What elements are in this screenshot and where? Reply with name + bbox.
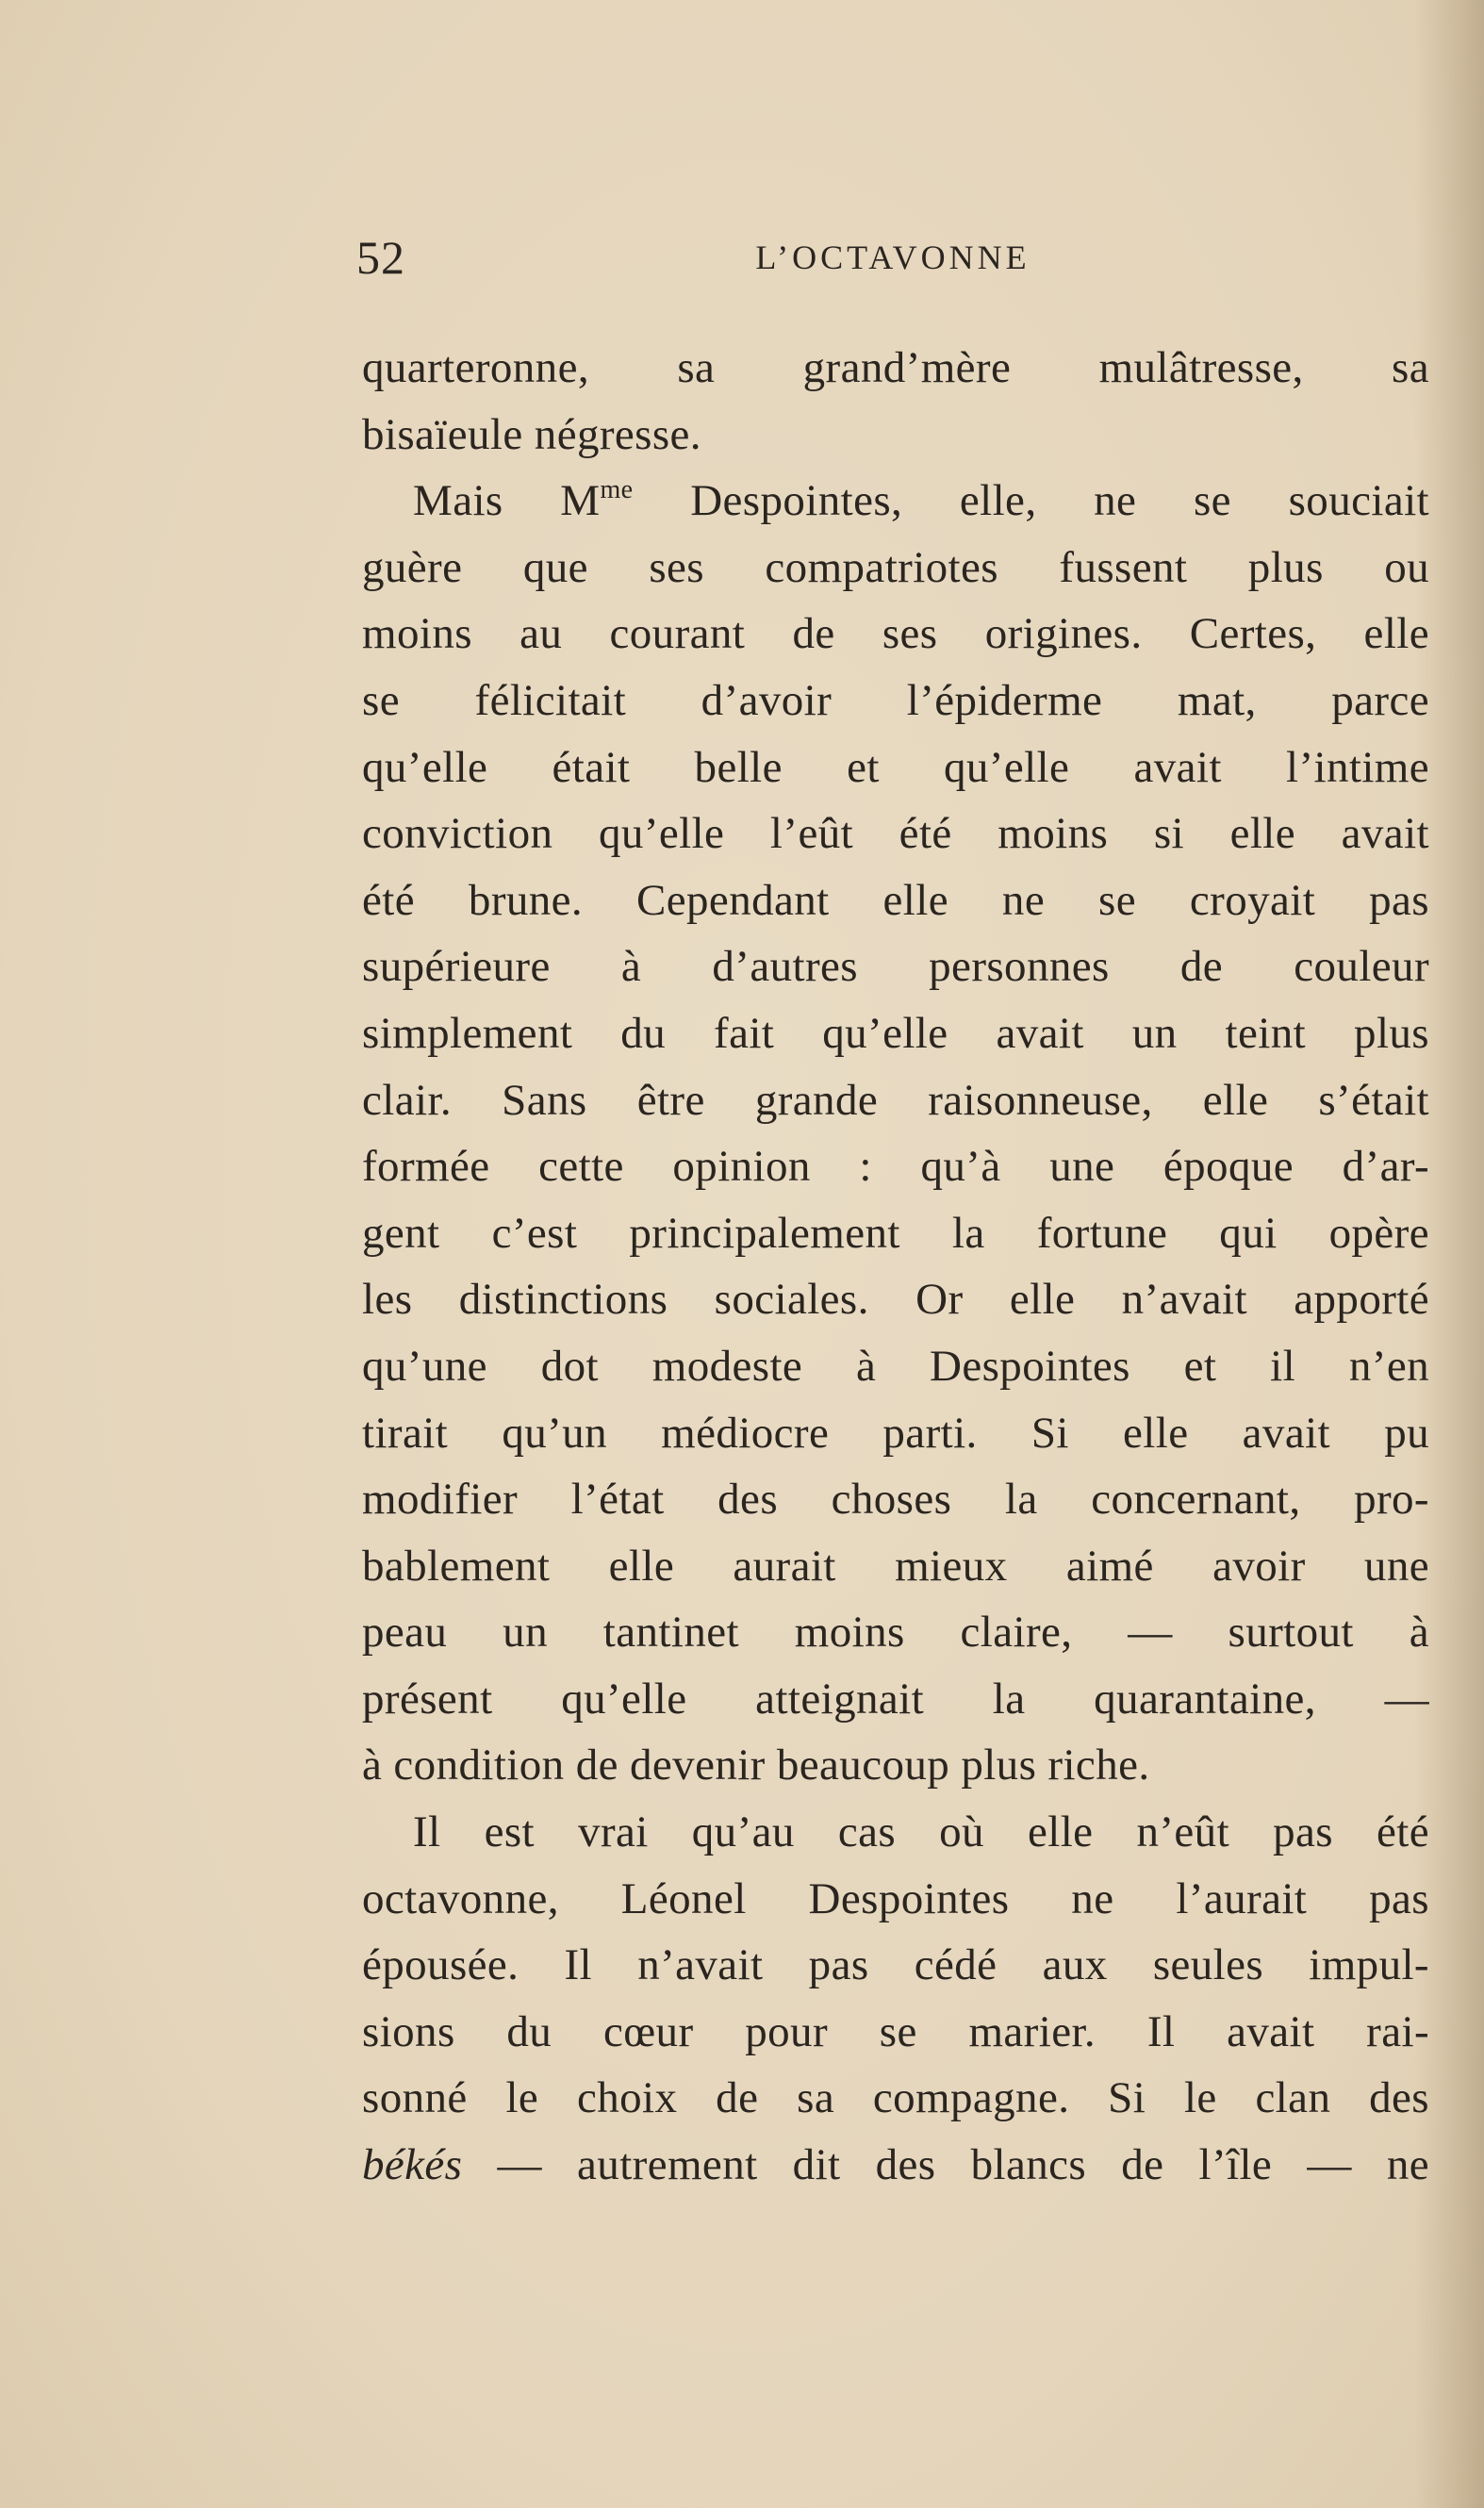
text-line: épousée. Il n’avait pas cédé aux seules impul- [362,1940,1429,1990]
text-line: été brune. Cependant elle ne se croyait pas [362,875,1429,925]
running-head [356,224,1429,290]
running-title: L’OCTAVONNE [755,239,1031,276]
text-line: Il est vrai qu’au cas où elle n’eût pas été [413,1807,1429,1857]
text-line: clair. Sans être grande raisonneuse, elle s’était [362,1075,1429,1125]
text-line: se félicitait d’avoir l’épiderme mat, parce [362,675,1429,725]
text-line: moins au courant de ses origines. Certes, elle [362,609,1429,659]
text-line: sions du cœur pour se marier. Il avait rai- [362,2006,1429,2056]
text-line: sonné le choix de sa compagne. Si le clan des [362,2073,1429,2123]
text-line: guère que ses compatriotes fussent plus ou [362,542,1429,592]
italic-term: békés [362,2140,463,2190]
text-line: formée cette opinion : qu’à une époque d’ar- [362,1142,1429,1192]
body-text [362,335,1429,2199]
text-line: tirait qu’un médiocre parti. Si elle avait pu [362,1408,1429,1458]
text-line: simplement du fait qu’elle avait un teint plus [362,1008,1429,1058]
text-line: bisaïeule négresse. [362,409,701,459]
text-line: présent qu’elle atteignait la quarantaine, — [362,1674,1429,1724]
honorific-superscript: me [600,475,634,505]
text-line: à condition de devenir beaucoup plus riche. [362,1741,1150,1790]
text-line [362,2132,1429,2199]
honorific-prefix: Mais M [413,476,601,526]
text-line [362,468,1429,535]
page-number: 52 [356,231,405,284]
text-line: supérieure à d’autres personnes de couleur [362,942,1429,992]
text-line: modifier l’état des choses la concernant, pro- [362,1475,1429,1525]
text-line: les distinctions sociales. Or elle n’avait apporté [362,1275,1429,1325]
text-line: qu’une dot modeste à Despointes et il n’en [362,1341,1429,1391]
text-line: bablement elle aurait mieux aimé avoir une [362,1541,1429,1591]
text-line: octavonne, Léonel Despointes ne l’aurait pas [362,1873,1429,1923]
text-line: gent c’est principalement la fortune qui opère [362,1208,1429,1258]
text-line: quarteronne, sa grand’mère mulâtresse, sa [362,343,1429,392]
text-line-rest: Despointes, elle, ne se souciait [690,476,1429,526]
text-line-rest: — autrement dit des blancs de l’île — ne [497,2140,1430,2190]
text-line: qu’elle était belle et qu’elle avait l’intime [362,742,1429,792]
text-line: peau un tantinet moins claire, — surtout à [362,1608,1429,1658]
text-line: conviction qu’elle l’eût été moins si elle avait [362,809,1429,859]
